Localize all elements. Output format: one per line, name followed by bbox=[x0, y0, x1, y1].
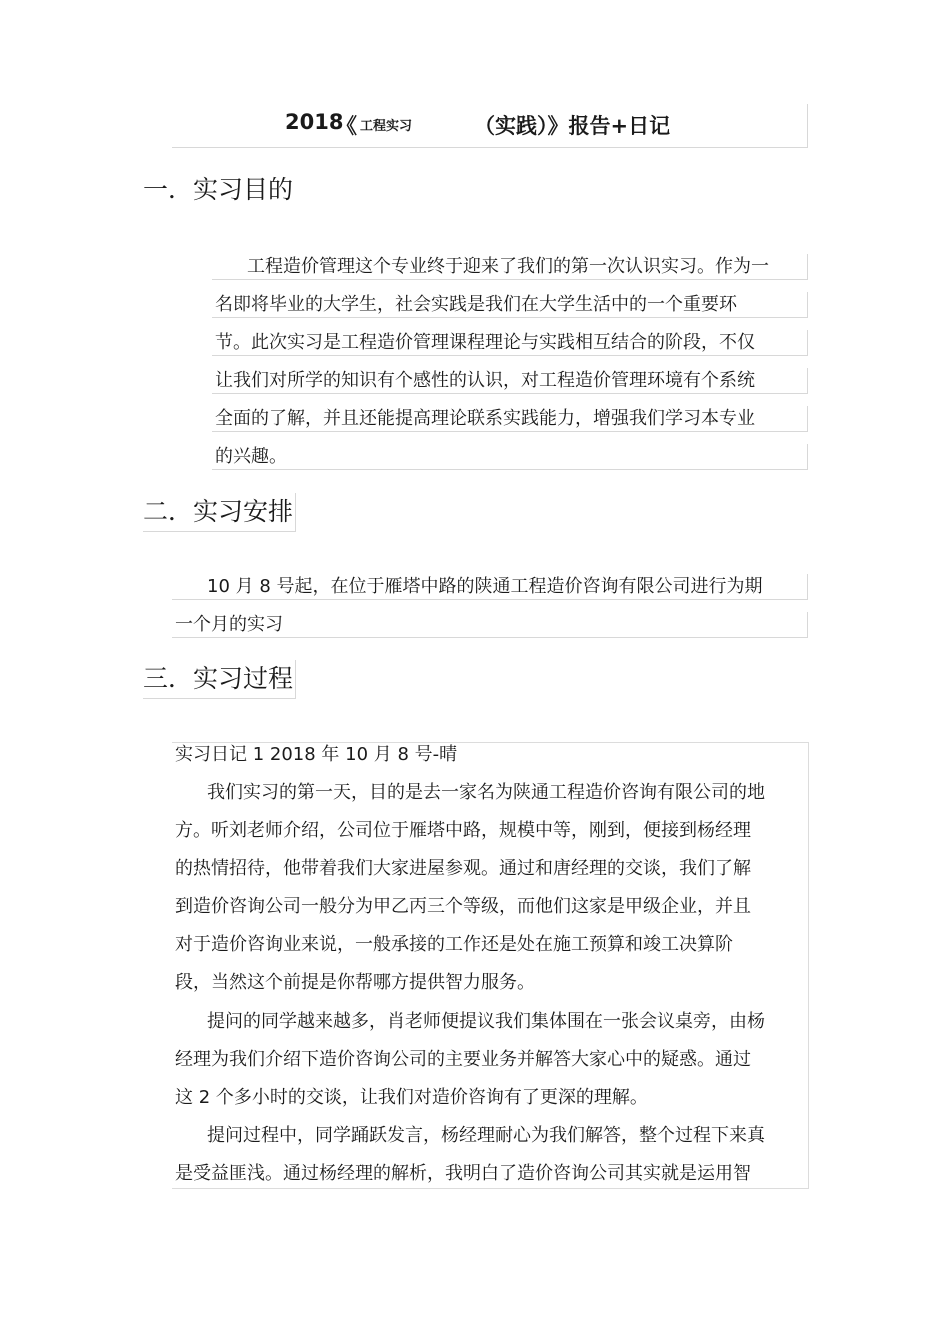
arrangement-line: 10 月 8 号起，在位于雁塔中路的陕通工程造价咨询有限公司进行为期 bbox=[207, 576, 763, 597]
purpose-line: 工程造价管理这个专业终于迎来了我们的第一次认识实习。作为一 bbox=[247, 256, 769, 277]
diary-line: 到造价咨询公司一般分为甲乙丙三个等级，而他们这家是甲级企业，并且 bbox=[175, 896, 751, 917]
section-heading-process: 三．实习过程 bbox=[143, 660, 296, 699]
diary-line: 这 2 个多小时的交谈，让我们对造价咨询有了更深的理解。 bbox=[175, 1087, 648, 1108]
diary-frame bbox=[172, 742, 809, 1189]
purpose-line: 的兴趣。 bbox=[215, 446, 287, 467]
arrangement-line: 一个月的实习 bbox=[175, 614, 283, 635]
diary-line: 提问的同学越来越多，肖老师便提议我们集体围在一张会议桌旁，由杨 bbox=[207, 1011, 765, 1032]
diary-line: 提问过程中，同学踊跃发言，杨经理耐心为我们解答，整个过程下来真 bbox=[207, 1125, 765, 1146]
purpose-line: 名即将毕业的大学生，社会实践是我们在大学生活中的一个重要环 bbox=[215, 294, 737, 315]
purpose-line: 让我们对所学的知识有个感性的认识，对工程造价管理环境有个系统 bbox=[215, 370, 755, 391]
diary-line: 的热情招待，他带着我们大家进屋参观。通过和唐经理的交谈，我们了解 bbox=[175, 858, 751, 879]
title-small-text: 工程实习 bbox=[360, 119, 413, 134]
diary-line: 我们实习的第一天，目的是去一家名为陕通工程造价咨询有限公司的地 bbox=[207, 782, 765, 803]
title-year: 2018 bbox=[285, 110, 344, 134]
diary-header: 实习日记 1 2018 年 10 月 8 号-晴 bbox=[175, 744, 458, 765]
title-open-bracket: 《 bbox=[336, 114, 357, 138]
diary-line: 经理为我们介绍下造价咨询公司的主要业务并解答大家心中的疑惑。通过 bbox=[175, 1049, 751, 1070]
purpose-line: 全面的了解，并且还能提高理论联系实践能力，增强我们学习本专业 bbox=[215, 408, 755, 429]
diary-line: 对于造价咨询业来说，一般承接的工作还是处在施工预算和竣工决算阶 bbox=[175, 934, 733, 955]
title-rest: （实践）》报告+日记 bbox=[474, 114, 671, 138]
section-heading-purpose: 一．实习目的 bbox=[143, 175, 294, 204]
diary-line: 段，当然这个前提是你帮哪方提供智力服务。 bbox=[175, 972, 535, 993]
paragraph-line-frame bbox=[212, 444, 808, 470]
purpose-line: 节。此次实习是工程造价管理课程理论与实践相互结合的阶段，不仅 bbox=[215, 332, 755, 353]
diary-line: 是受益匪浅。通过杨经理的解析，我明白了造价咨询公司其实就是运用智 bbox=[175, 1163, 751, 1184]
document-title bbox=[172, 104, 808, 148]
section-heading-arrangement: 二．实习安排 bbox=[143, 493, 296, 532]
diary-line: 方。听刘老师介绍，公司位于雁塔中路，规模中等，刚到，便接到杨经理 bbox=[175, 820, 751, 841]
